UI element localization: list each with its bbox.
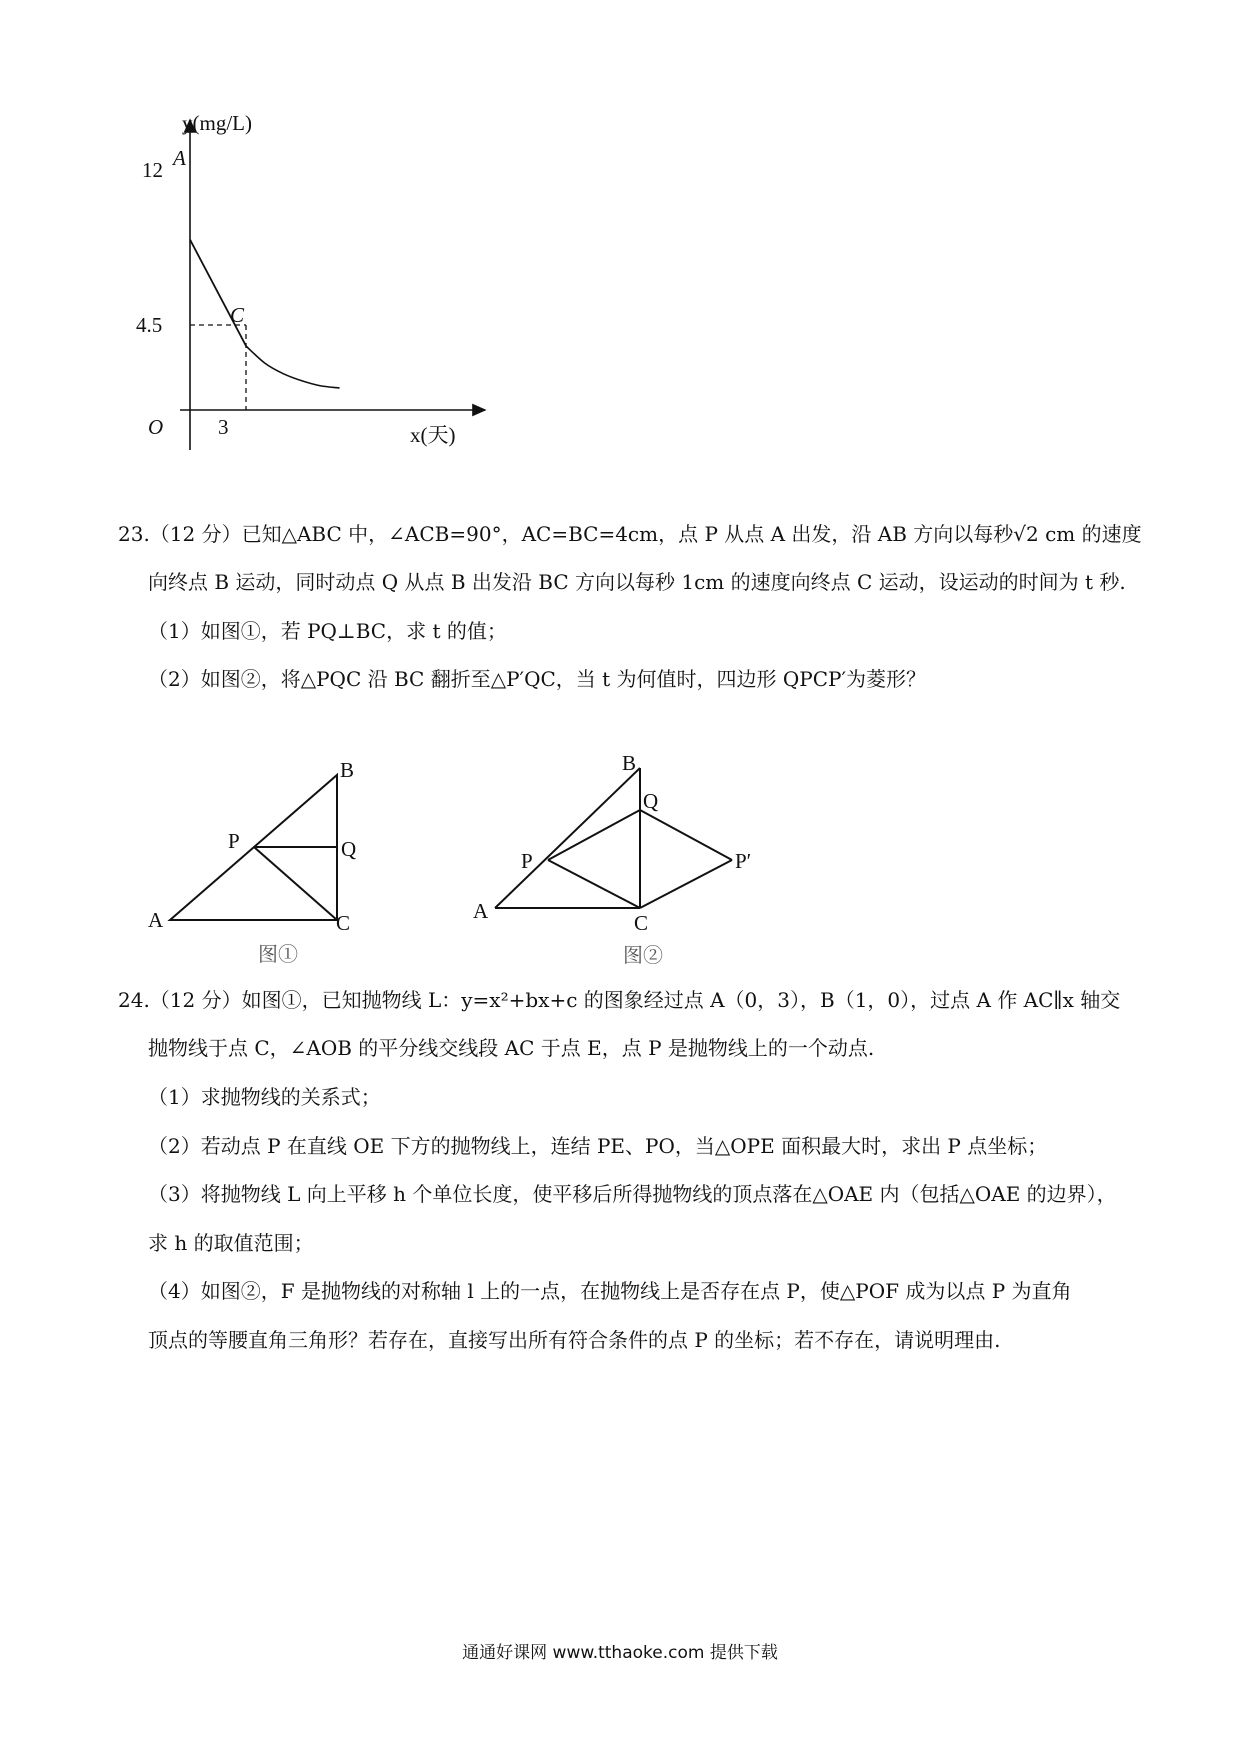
q23-line2: 向终点 B 运动，同时动点 Q 从点 B 出发沿 BC 方向以每秒 1cm 的速度向终点 C 运动，设运动的时间为 t 秒. [148, 570, 1126, 594]
q24-part4-line2: 顶点的等腰直角三角形？若存在，直接写出所有符合条件的点 P 的坐标；若不存在，请说明理由. [148, 1328, 1001, 1352]
q24-part2: （2）若动点 P 在直线 OE 下方的抛物线上，连结 PE、PO，当△OPE 面积最大时，求出 P 点坐标； [148, 1134, 1048, 1158]
fig1-label-p: P [228, 829, 240, 853]
fig1-label-a: A [148, 908, 164, 932]
segment-ab [495, 768, 640, 908]
q24-part3-line2: 求 h 的取值范围； [148, 1231, 314, 1255]
q24-part3-line1: （3）将抛物线 L 向上平移 h 个单位长度，使平移后所得抛物线的顶点落在△OAE 内（包括△OAE 的边界）， [148, 1182, 1117, 1206]
fig2-label-p-prime: P′ [735, 849, 752, 873]
fig2-label-b: B [622, 751, 637, 775]
q23-line1: 23.（12 分）已知△ABC 中，∠ACB=90°，AC=BC=4cm，点 P 从点 A 出发，沿 AB 方向以每秒√2 cm 的速度 [118, 522, 1142, 546]
fig1-caption: 图① [258, 944, 298, 966]
origin-label: O [148, 415, 164, 439]
fig1-label-b: B [340, 758, 355, 782]
fig1-label-c: C [336, 911, 351, 935]
concentration-graph [136, 110, 520, 510]
segment-pc [254, 847, 337, 920]
point-a-label: A [173, 146, 186, 170]
linear-segment-ac [190, 240, 246, 347]
x-axis-label: x(天) [410, 423, 456, 447]
segment-pq [548, 810, 640, 860]
q24-part4-line1: （4）如图②，F 是抛物线的对称轴 l 上的一点，在抛物线上是否存在点 P，使△POF 成为以点 P 为直角 [148, 1279, 1072, 1303]
decay-curve [246, 346, 340, 388]
point-c-label: C [230, 303, 245, 327]
segment-pc [548, 860, 640, 908]
segment-cp-prime [640, 860, 732, 908]
q24-line2: 抛物线于点 C，∠AOB 的平分线交线段 AC 于点 E，点 P 是抛物线上的一个动点. [148, 1036, 875, 1060]
figure-2 [465, 748, 775, 973]
fig2-label-c: C [634, 911, 649, 935]
fig2-label-a: A [473, 899, 489, 923]
q24-line1: 24.（12 分）如图①，已知抛物线 L：y=x²+bx+c 的图象经过点 A（0，3），B（1，0），过点 A 作 AC∥x 轴交 [118, 988, 1121, 1012]
q24-part1: （1）求抛物线的关系式； [148, 1085, 381, 1109]
fig2-caption: 图② [623, 945, 663, 967]
figure-1 [140, 755, 380, 970]
tick-x-3: 3 [218, 415, 229, 439]
fig2-label-p: P [521, 849, 533, 873]
fig1-label-q: Q [341, 837, 357, 861]
segment-qp-prime [640, 810, 732, 860]
q23-part2: （2）如图②，将△PQC 沿 BC 翻折至△P′QC，当 t 为何值时，四边形 QPCP′为菱形？ [148, 667, 927, 691]
fig2-label-q: Q [643, 789, 659, 813]
footer-credit: 通通好课网 www.tthaoke.com 提供下载 [462, 1643, 778, 1663]
y-axis-label: y(mg/L) [182, 111, 252, 135]
q23-part1: （1）如图①，若 PQ⊥BC，求 t 的值； [148, 619, 507, 643]
tick-y-12: 12 [142, 158, 163, 182]
tick-y-4-5: 4.5 [136, 313, 163, 337]
